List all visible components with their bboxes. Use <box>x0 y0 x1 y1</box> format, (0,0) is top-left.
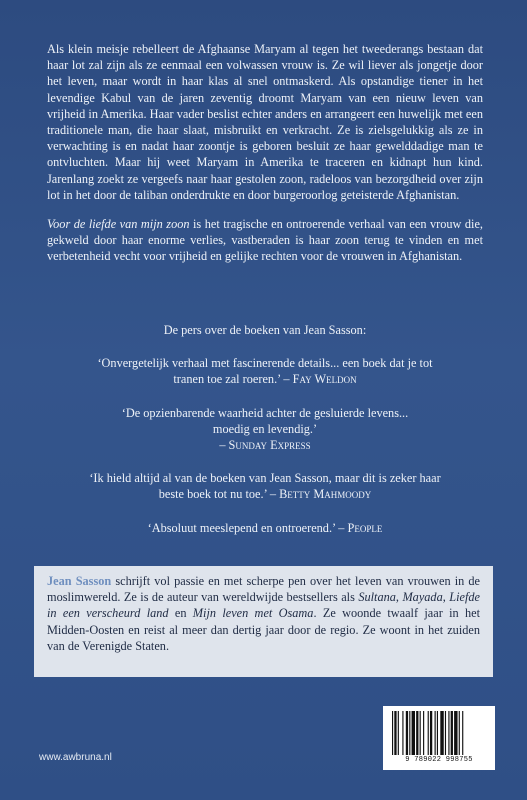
press-quote-4: ‘Absoluut meeslepend en ontroerend.’ – People <box>147 520 383 535</box>
press-quotes <box>47 322 483 553</box>
publisher-url[interactable]: www.awbruna.nl <box>39 752 112 763</box>
author-name: Jean Sasson <box>47 574 112 588</box>
quote-source: People <box>347 520 383 535</box>
barcode-icon <box>390 711 488 755</box>
author-bio: Jean Sasson schrijft vol passie en met scherpe pen over het leven van vrouwen in de moslimwereld. Ze is de auteur van wereldwijde bestsellers als Sultana, Mayada, Liefde in een verscheurd land en Mijn leven met Osama. Ze woonde twaalf jaar in het Midden-Oosten en reist al meer dan dertig jaar door de regio. Ze woont in het zuiden van de Verenigde Staten. <box>47 574 481 653</box>
press-quote-3: ‘Ik hield altijd al van de boeken van Jean Sasson, maar dit is zeker haar beste boek tot nu toe.’ – Betty Mahmoody <box>89 471 441 502</box>
press-heading: De pers over de boeken van Jean Sasson: <box>163 323 367 337</box>
press-quote-1: ‘Onvergetelijk verhaal met fascinerende details... een boek dat je tot tranen toe zal roeren.’ – Fay Weldon <box>97 356 433 387</box>
isbn-barcode <box>383 706 495 770</box>
book-title-inline: Voor de liefde van mijn zoon <box>47 217 190 232</box>
isbn-number: 9 789022 998755 <box>405 756 473 764</box>
blurb-paragraph-2: Voor de liefde van mijn zoon is het tragische en ontroerende verhaal van een vrouw die, gekweld door haar enorme verlies, vastberaden is haar zoon terug te vinden en met verbetenheid vecht voor vrijheid en gelijke rechten voor de vrouwen in Afghanistan. <box>47 217 483 264</box>
press-quote-2: ‘De opzienbarende waarheid achter de gesluierde levens... moedig en levendig.’ – Sunday Express <box>121 405 409 453</box>
blurb <box>47 41 483 265</box>
author-bio-box <box>34 566 493 677</box>
quote-source: Sunday Express <box>228 438 311 453</box>
quote-source: Fay Weldon <box>292 372 357 387</box>
blurb-paragraph-1: Als klein meisje rebelleert de Afghaanse Maryam al tegen het tweederangs bestaan dat haar lot zal zijn als ze eenmaal een volwassen vrouw is. Ze wil liever als jongetje door het leven, maar wordt in haar klas al snel ontmaskerd. Als opstandige tiener in het levendige Kabul van de jaren zeventig droomt Maryam van een nieuw leven van vrijheid in Amerika. Haar vader beslist echter anders en arrangeert een huwelijk met een traditionele man, die haar slaat, misbruikt en verkracht. Ze is zielsgelukkig als ze in verwachting is en nadat haar zoontje is geboren besluit ze haar gewelddadige man te ontvluchten. Maar hij weet Maryam in Amerika te traceren en kidnapt hun kind. Jarenlang zoekt ze vergeefs naar haar gestolen zoon, radeloos van bezorgdheid over zijn lot in het door de taliban onderdrukte en door burgeroorlog geteisterde Afghanistan. <box>47 42 483 202</box>
quote-source: Betty Mahmoody <box>279 487 372 502</box>
